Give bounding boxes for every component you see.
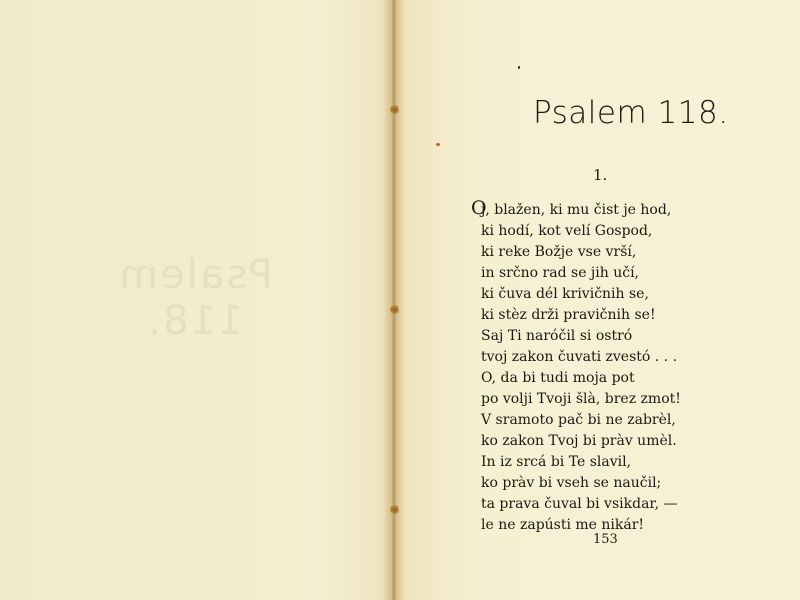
paper-speck bbox=[436, 143, 440, 146]
section-number: 1. bbox=[593, 166, 608, 184]
binding-stitch bbox=[390, 505, 399, 514]
verse-line: ki reke Božje vse vrší, bbox=[481, 244, 637, 260]
psalm-title: Psalem 118. bbox=[533, 95, 729, 131]
verse-line: ko pràv bi vseh se naučil; bbox=[481, 475, 662, 491]
right-page bbox=[403, 0, 800, 600]
verse-line: ki čuva dél krivičnih se, bbox=[481, 286, 649, 302]
paper-speck bbox=[518, 66, 520, 69]
verse-line: in srčno rad se jih učí, bbox=[481, 265, 639, 281]
show-through-title: Psalem 118. bbox=[117, 252, 273, 344]
verse-line: ko zakon Tvoj bi pràv umèl. bbox=[481, 433, 677, 449]
decorative-initial: O bbox=[471, 197, 487, 219]
verse-line: In iz srcá bi Te slavil, bbox=[481, 454, 632, 470]
verse-line-rest: j, blažen, ki mu čist je hod, bbox=[481, 202, 672, 218]
verse-line: le ne zapústi me nikár! bbox=[481, 517, 645, 533]
verse-line: O, da bi tudi moja pot bbox=[481, 370, 635, 386]
page-number: 153 bbox=[593, 532, 618, 547]
verse-line: ki stèz drži pravičnih se! bbox=[481, 307, 656, 323]
verse-line: ki hodí, kot velí Gospod, bbox=[481, 223, 653, 239]
left-page bbox=[0, 0, 393, 600]
binding-stitch bbox=[390, 305, 399, 314]
binding-stitch bbox=[390, 105, 399, 114]
verse-list bbox=[471, 197, 681, 536]
verse-line: Saj Ti naróčil si ostró bbox=[481, 328, 633, 344]
verse-line: ta prava čuval bi vsikdar, — bbox=[481, 496, 678, 512]
verse-line: po volji Tvoji šlà, brez zmot! bbox=[481, 391, 681, 407]
verse-line-first bbox=[471, 197, 681, 221]
verse-line: V sramoto pač bi ne zabrèl, bbox=[481, 412, 676, 428]
verse-line: tvoj zakon čuvati zvestó . . . bbox=[481, 349, 678, 365]
